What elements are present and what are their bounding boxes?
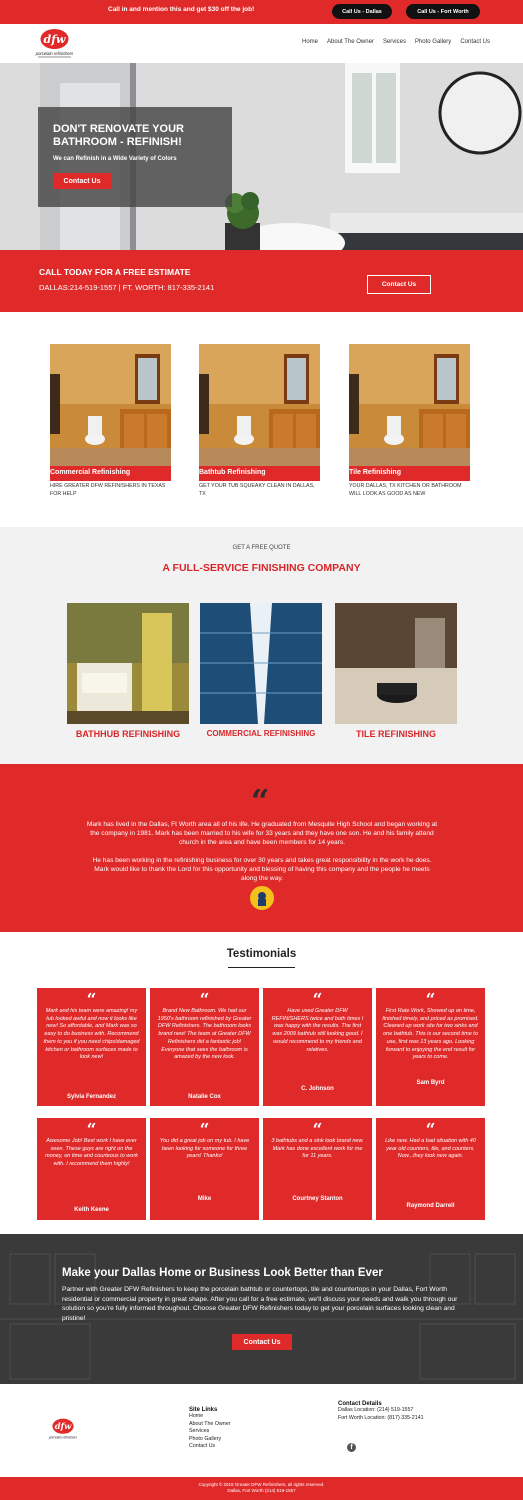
service-title: Tile Refinishing bbox=[349, 469, 401, 476]
footer-links-title: Site Links bbox=[189, 1407, 218, 1413]
footer-link-home[interactable]: Home bbox=[189, 1413, 204, 1419]
testimonial-name: Keith Keene bbox=[74, 1207, 109, 1213]
estimate-headline: CALL TODAY FOR A FREE ESTIMATE bbox=[39, 267, 191, 277]
top-promo-bar bbox=[0, 0, 523, 24]
nav-contact-us[interactable]: Contact Us bbox=[460, 39, 490, 45]
footer-link-contact[interactable]: Contact Us bbox=[189, 1443, 216, 1450]
cta-contact-button[interactable]: Contact Us bbox=[232, 1334, 292, 1350]
quote-icon: “ bbox=[199, 990, 210, 1010]
svg-text:porcelain refinishers: porcelain refinishers bbox=[48, 1435, 78, 1440]
quote-heading: A FULL-SERVICE FINISHING COMPANY bbox=[162, 562, 361, 574]
copyright-text: Copyright © 2019 Greater DFW Refinishers, all rights reserved. bbox=[198, 1482, 325, 1487]
footer-link-gallery[interactable]: Photo Gallery bbox=[189, 1435, 222, 1442]
svg-text:dfw: dfw bbox=[54, 1421, 72, 1432]
service-desc: YOUR DALLAS, TX KITCHEN OR BATHROOM WILL LOOK AS GOOD AS NEW bbox=[349, 483, 462, 497]
testimonial-card bbox=[376, 988, 485, 1106]
nav-about-owner[interactable]: About The Owner bbox=[327, 39, 374, 45]
testimonial-text: First Rate Work, Showed up on time, finished timely, and priced as promised. Cleaned up work site for two sinks and one bathtub. This is our second time to use, first was 13 years ago. Looking forward to enjoying the end result for years to come. bbox=[382, 1008, 479, 1061]
quote-eyebrow: GET A FREE QUOTE bbox=[232, 545, 291, 551]
service-desc: GET YOUR TUB SQUEAKY CLEAN IN DALLAS, TX bbox=[199, 483, 315, 497]
testimonial-name: Courtney Stanton bbox=[292, 1196, 343, 1202]
call-dallas-button[interactable]: Call Us - Dallas bbox=[332, 4, 392, 19]
testimonial-text: Have used Greater DFW REFINISHERS twice and both times I was happy with the results. The first was 2009 bathtub still looking good. I would recommend to my friends and relatives. bbox=[271, 1008, 364, 1053]
call-fort-worth-button[interactable]: Call Us - Fort Worth bbox=[406, 4, 480, 19]
cta-section bbox=[0, 1234, 523, 1384]
testimonial-card bbox=[150, 988, 259, 1106]
cta-body: Partner with Greater DFW Refinishers to keep the porcelain bathtub or countertops, tile and countertops in your Dallas, Fort Worth residential or commercial property in great shape. After you call for a free estimate, we'll discuss your needs and walk you through our solution so you're fully informed throughout. Choose Greater DFW Refinishers today to get your porcelain surfaces looking clean and pristine! bbox=[62, 1286, 458, 1322]
quote-icon: “ bbox=[312, 990, 323, 1010]
svg-text:porcelain refinishers: porcelain refinishers bbox=[35, 51, 74, 56]
quote-icon: “ bbox=[86, 990, 97, 1010]
site-header bbox=[0, 24, 523, 63]
testimonial-name: Sylvia Fernandez bbox=[66, 1094, 117, 1100]
footer-contact-title: Contact Details bbox=[338, 1401, 382, 1407]
testimonial-text: Mark and his team were amazing! my tub looked awful and now it looks like new! So affordable, and Mark was so easy to do business with. Recommend them to you if you need chips/damaged kitchen or bathroom surfaces made to look new! bbox=[43, 1008, 140, 1061]
about-paragraph-2: He has been working in the refinishing business for over 30 years and takes great responsibility in the work he does. Mark would like to thank the Lord for this opportunity and blessing of having this company and the people he meets along the way. bbox=[92, 857, 432, 882]
dfw-logo[interactable] bbox=[32, 28, 77, 60]
commercial-photo[interactable] bbox=[200, 603, 322, 724]
estimate-phones: DALLAS:214-519-1557 | FT. WORTH: 817-335-2141 bbox=[39, 283, 215, 292]
bathroom-photo bbox=[349, 344, 470, 466]
testimonial-card bbox=[376, 1118, 485, 1220]
facebook-icon[interactable]: f bbox=[347, 1443, 356, 1452]
quote-item-tile: TILE REFINISHING bbox=[355, 729, 436, 739]
bathtub-photo[interactable] bbox=[67, 603, 189, 724]
bathroom-photo bbox=[50, 344, 171, 466]
footer-site-links bbox=[189, 1407, 230, 1451]
quote-icon: “ bbox=[86, 1120, 97, 1140]
testimonials-title: Testimonials bbox=[226, 948, 297, 960]
testimonial-name: C. Johnson bbox=[301, 1086, 334, 1092]
quote-icon: “ bbox=[312, 1120, 323, 1140]
about-paragraph-1: Mark has lived in the Dallas, Ft Worth area all of his life. He graduated from Mesquite High School and began working at the company in 1981. Mark has been married to his wife for 33 years and they have one son. He and his family attend church in the area and have been members for 14 years. bbox=[86, 821, 438, 846]
nav-home[interactable]: Home bbox=[302, 39, 319, 45]
copyright-bar bbox=[0, 1477, 523, 1500]
footer-logo[interactable] bbox=[46, 1417, 80, 1443]
testimonial-card bbox=[37, 1118, 146, 1220]
testimonial-text: Brand New Bathroom. We had our 1950's bathroom refinished by Greater DFW Refinishers. The bathroom looks brand new! The team at Greater DFW Refinishers did a fantastic job! Everyone that sees the bathroom is amazed by the new look. bbox=[157, 1008, 252, 1061]
testimonial-name: Sam Byrd bbox=[416, 1080, 445, 1086]
estimate-contact-button[interactable]: Contact Us bbox=[367, 275, 431, 294]
about-owner-section bbox=[0, 764, 523, 932]
hero-banner bbox=[0, 63, 523, 250]
testimonials-divider bbox=[228, 967, 295, 968]
testimonial-text: 3 bathtubs and a sink look brand new. Mark has done excellent work for me for 11 years. bbox=[271, 1138, 364, 1160]
testimonial-card bbox=[37, 988, 146, 1106]
copyright-address: Dallas, Fort Worth (214) 519-1557 bbox=[227, 1488, 296, 1493]
hero-contact-button[interactable]: Contact Us bbox=[53, 173, 111, 189]
site-footer bbox=[0, 1384, 523, 1477]
service-title: Commercial Refinishing bbox=[50, 469, 131, 476]
promo-text: Call in and mention this and get $30 off the job! bbox=[108, 6, 255, 13]
footer-link-about[interactable]: About The Owner bbox=[189, 1420, 231, 1427]
hero-card bbox=[38, 107, 232, 207]
quote-icon: “ bbox=[199, 1120, 210, 1140]
testimonial-name: Mike bbox=[197, 1196, 212, 1202]
footer-dallas-phone[interactable]: Dallas Location: (214) 519-1557 bbox=[338, 1407, 414, 1413]
service-desc: HIRE GREATER DFW REFINISHERS IN TEXAS FOR HELP bbox=[50, 483, 166, 497]
bathroom-photo bbox=[199, 344, 320, 466]
main-nav bbox=[302, 39, 490, 45]
quote-item-commercial: COMMERCIAL REFINISHING bbox=[206, 729, 316, 738]
nav-photo-gallery[interactable]: Photo Gallery bbox=[414, 39, 452, 45]
testimonial-card bbox=[263, 988, 372, 1106]
testimonial-text: Like new. Had a bad situation with 40 year old counters, tile, and counters. Now...they look new again. bbox=[385, 1138, 476, 1160]
svg-text:dfw: dfw bbox=[43, 33, 66, 46]
testimonial-name: Raymond Darrell bbox=[406, 1203, 455, 1209]
testimonial-name: Natalie Cox bbox=[188, 1094, 221, 1100]
footer-fortworth-phone[interactable]: Fort Worth Location: (817) 335-2141 bbox=[338, 1414, 424, 1421]
quote-section bbox=[0, 527, 523, 764]
quote-item-bathhub: BATHHUB REFINISHING bbox=[75, 729, 181, 739]
quote-icon: “ bbox=[425, 1120, 436, 1140]
service-title: Bathtub Refinishing bbox=[199, 469, 266, 476]
nav-services[interactable]: Services bbox=[382, 39, 406, 45]
testimonial-text: You did a great job on my tub. I have been looking for someone for three years! Thanks! bbox=[159, 1138, 250, 1160]
quote-icon: “ bbox=[425, 990, 436, 1010]
footer-link-services[interactable]: Services bbox=[189, 1428, 210, 1435]
testimonial-text: Awesome Job! Best work I have ever seen. These guys are right on the money, on time and courteous to work with. I recommend them highly! bbox=[45, 1138, 138, 1168]
owner-badge-icon bbox=[250, 886, 274, 910]
footer-contact-details bbox=[338, 1401, 424, 1422]
free-estimate-band bbox=[0, 250, 523, 312]
tile-photo[interactable] bbox=[335, 603, 457, 724]
hero-title: DON'T RENOVATE YOUR BATHROOM - REFINISH! bbox=[53, 123, 184, 148]
testimonial-card bbox=[150, 1118, 259, 1220]
hero-subtitle: We can Refinish in a Wide Variety of Colors bbox=[53, 156, 177, 162]
quote-icon: “ bbox=[251, 782, 270, 820]
testimonial-card bbox=[263, 1118, 372, 1220]
cta-heading: Make your Dallas Home or Business Look Better than Ever bbox=[62, 1267, 383, 1279]
